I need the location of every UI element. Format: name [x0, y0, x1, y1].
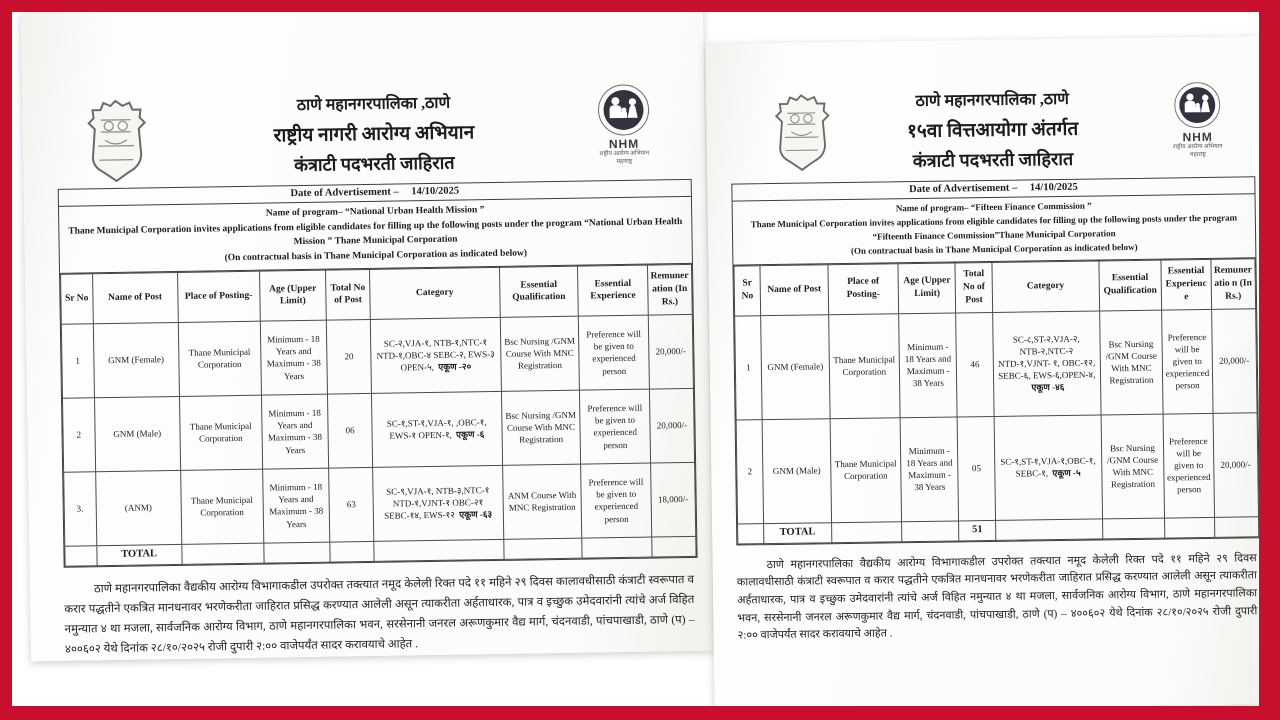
- scheme-title: १५वा वित्तआयोगा अंतर्गत: [906, 118, 1079, 143]
- posts-table-right: [733, 258, 1259, 544]
- cell-experience: Preference will be given to experienced person: [1162, 309, 1213, 414]
- nhm-family-icon: [584, 83, 663, 136]
- col-remuneration: Remuneratio n (In Rs.): [1211, 259, 1256, 310]
- org-title: ठाणे महानगरपालिका ,ठाणे: [915, 90, 1069, 111]
- table-header-row: [734, 259, 1256, 316]
- program-desc: Thane Municipal Corporation invites applications from eligible candidates for filling up the following posts under the program “National Urban Health Mission ” Thane Municipal Corporation: [68, 216, 683, 248]
- cell-post: GNM (Male): [94, 396, 180, 471]
- cell-experience: Preference will be given to experienced person: [1163, 413, 1214, 518]
- cell-sr: 1: [61, 324, 94, 398]
- cell-category: [370, 317, 501, 393]
- cell-age: Minimum - 18 Years and Maximum - 38 Years: [261, 394, 328, 469]
- cell-sr: 3.: [64, 472, 97, 546]
- table-row: [64, 462, 696, 546]
- col-category: Category: [370, 267, 500, 319]
- date-value: 14/10/2025: [411, 185, 460, 198]
- category-total: एकूण -२०: [438, 361, 472, 373]
- cell-place: Thane Municipal Corporation: [179, 395, 262, 470]
- cell-sr: 1: [735, 315, 762, 419]
- cell-category: [372, 391, 503, 467]
- total-value: 51: [959, 520, 996, 541]
- nhm-logo: [1158, 81, 1237, 160]
- nhm-subtitle-line2: महाराष्ट्र: [1189, 151, 1206, 158]
- cell-age: Minimum - 18 Years and Maximum - 38 Years: [899, 313, 958, 418]
- category-breakup: SC-१,ST-१,VJA-१,OBC-१, SEBC-१,: [1000, 455, 1096, 479]
- col-remuneration: Remuner ation (In Rs.): [647, 264, 692, 315]
- cell-experience: Preference will be given to experienced person: [580, 389, 651, 464]
- table-row: [735, 309, 1257, 420]
- program-desc: Thane Municipal Corporation invites applications from eligible candidates for filling up the following posts under the program “Fifteenth Finance Commission”Thane Municipal Corporation: [750, 212, 1238, 242]
- doc-right-header: [730, 84, 1255, 175]
- col-sr: Sr No: [734, 265, 761, 315]
- table-row: [736, 413, 1258, 524]
- nhm-subtitle-line1: राष्ट्रीय आरोग्य अभियान: [1173, 143, 1223, 151]
- cell-post: GNM (Male): [762, 418, 831, 523]
- doc-left-box: [58, 179, 698, 568]
- nhm-family-icon: [1162, 81, 1233, 130]
- cell-age: Minimum - 18 Years and Maximum - 38 Years: [900, 417, 959, 522]
- nhm-label: NHM: [1182, 129, 1213, 145]
- cell-total: 06: [327, 393, 372, 468]
- category-breakup: SC-९,VJA-१, NTB-३,NTC-१ NTD-१,VJNT-१ OBC-२१ SEBC-१४, EWS-१२: [384, 485, 490, 522]
- cell-remuneration: 18,000/-: [650, 462, 695, 537]
- cell-category: [373, 465, 504, 541]
- cell-category: [994, 415, 1102, 520]
- cell-total: 63: [329, 467, 374, 542]
- table-row: [61, 314, 693, 398]
- cell-qualification: Bsc Nursing /GNM Course With MNC Registration: [501, 390, 581, 465]
- category-total: एकूण -६३: [459, 509, 493, 521]
- cell-total: 05: [957, 416, 995, 520]
- cell-age: Minimum - 18 Years and Maximum - 38 Years: [262, 468, 329, 543]
- program-basis: (On contractual basis in Thane Municipal Corporation as indicated below): [850, 241, 1138, 256]
- col-age: Age (Upper Limit): [898, 263, 956, 314]
- org-title: ठाणे महानगरपालिका ,ठाणे: [296, 94, 451, 115]
- col-qualification: Essential Qualification: [1099, 260, 1162, 311]
- document-left-nuhm: [21, 3, 713, 662]
- program-basis: (On contractual basis in Thane Municipal Corporation as indicated below): [224, 248, 528, 264]
- document-right-finance: [705, 36, 1274, 712]
- cell-sr: 2: [63, 398, 96, 472]
- col-sr: Sr No: [61, 274, 93, 324]
- doc-right-titles: [906, 87, 1078, 173]
- date-value: 14/10/2025: [1029, 181, 1078, 194]
- col-total: Total No of Post: [955, 262, 992, 313]
- col-age: Age (Upper Limit): [259, 270, 326, 321]
- cell-qualification: ANM Course With MNC Registration: [502, 464, 582, 539]
- cell-qualification: Bsc Nursing /GNM Course With MNC Registration: [1099, 310, 1163, 415]
- total-value: [330, 541, 374, 562]
- footer-note: ठाणे महानगरपालिका वैद्यकीय आरोग्य विभागाकडील उपरोक्त तक्त्यात नमूद केलेली रिक्त पदे ११ महिने २९ दिवस कालावधीसाठी कंत्राटी स्वरूपात व करार पद्धतीने एकत्रित मानधनावर भरणेकरीता जाहिरात प्रसिद्ध करण्यात आलेली असून त्याकरीता अर्हताधारक, पात्र व इच्छुक उमेदवारांनी त्यांचे अर्ज विहित नमुन्यात ४ था मजला, सार्वजनिक आरोग्य विभाग, ठाणे महानगरपालिका भवन, सरसेनानी जनरल अरूणकुमार वैद्य मार्ग, चंदनवाडी, पांचपाखाडी, ठाणे (प) – ४००६०२ येथे दिनांक २८/१०/२०२५ रोजी दुपारी २:०० वाजेपर्यंत सादर करावयाचे आहेत .: [64, 573, 695, 657]
- col-post: Name of Post: [760, 265, 828, 316]
- table-row: [63, 388, 695, 472]
- nhm-logo: [584, 83, 663, 166]
- cell-post: GNM (Female): [761, 315, 830, 420]
- cell-sr: 2: [736, 419, 763, 523]
- program-block: [59, 197, 692, 274]
- col-experience: Essential Experience: [1161, 259, 1211, 310]
- cell-post: GNM (Female): [93, 322, 179, 397]
- category-total: एकूण -५: [1052, 467, 1081, 479]
- cell-total: 20: [326, 319, 371, 394]
- nhm-subtitle-line2: महाराष्ट्र: [616, 158, 633, 165]
- category-breakup: SC-१,ST-१,VJA-१, ,OBC-१, EWS-१ OPEN-१,: [386, 417, 487, 442]
- scheme-title: राष्ट्रीय नागरी आरोग्य अभियान: [273, 122, 475, 147]
- col-experience: Essential Experience: [578, 265, 648, 316]
- advert-title: कंत्राटी पदभरती जाहिरात: [912, 148, 1074, 172]
- nhm-label: NHM: [608, 136, 640, 152]
- total-label: TOTAL: [96, 544, 181, 565]
- cell-age: Minimum - 18 Years and Maximum - 38 Years: [260, 320, 327, 395]
- cell-place: Thane Municipal Corporation: [178, 321, 261, 396]
- program-name: Name of program– “National Urban Health Mission ”: [265, 205, 485, 219]
- cell-qualification: Bsc Nursing /GNM Course With MNC Registration: [1101, 414, 1165, 519]
- date-label: Date of Advertisement –: [909, 182, 1018, 196]
- date-label: Date of Advertisement –: [290, 186, 399, 200]
- category-breakup: SC-२,VJA-१, NTB-१,NTC-१ NTD-१,OBC-४ SEBC-२, EWS-३ OPEN-५,: [376, 337, 495, 373]
- total-empty: [65, 546, 97, 566]
- doc-left-titles: [273, 90, 475, 177]
- footer-note: ठाणे महानगरपालिका वैद्यकीय आरोग्य विभागाकडील उपरोक्त तक्त्यात नमूद केलेली रिक्त पदे ११ महिने २९ दिवस कालावधीसाठी कंत्राटी स्वरूपात व करार पद्धतीने एकत्रित मानधनावर भरणेकरीता जाहिरात प्रसिद्ध करण्यात आलेली असून त्याकरीता अर्हताधारक, पात्र व इच्छुक उमेदवारांनी त्यांचे अर्ज विहित नमुन्यात ४ था मजला, सार्वजनिक आरोग्य विभाग, ठाणे महानगरपालिका भवन, सरसेनानी जनरल अरूणकुमार वैद्य मार्ग, चंदनवाडी, पांचपाखाडी, ठाणे (प) – ४००६०२ येथे दिनांक २८/१०/२०२५ रोजी दुपारी २:०० वाजेपर्यंत सादर करावयाचे आहेत .: [736, 552, 1258, 642]
- category-total: एकूण -४६: [1031, 382, 1065, 393]
- cell-place: Thane Municipal Corporation: [828, 314, 900, 419]
- advert-title: कंत्राटी पदभरती जाहिरात: [294, 152, 455, 176]
- col-qualification: Essential Qualification: [499, 266, 579, 317]
- cell-experience: Preference will be given to experienced person: [579, 315, 650, 390]
- cell-total: 46: [956, 312, 994, 416]
- category-breakup: SC-८,ST-२,VJA-२, NTB-२,NTC-२ NTD-१,VJNT- १, OBC-१२, SEBC-६, EWS-६,OPEN-४,: [997, 333, 1096, 382]
- category-total: एकूण -६: [456, 429, 485, 440]
- cell-place: Thane Municipal Corporation: [180, 469, 263, 544]
- tmc-emblem-icon: [84, 97, 147, 184]
- col-total: Total No of Post: [326, 269, 371, 320]
- col-place: Place of Posting-: [177, 271, 260, 322]
- cell-remuneration: 20,000/-: [648, 314, 693, 389]
- doc-left-header: [56, 87, 691, 181]
- cell-experience: Preference will be given to experienced person: [581, 463, 652, 538]
- doc-right-box: [731, 176, 1260, 545]
- col-post: Name of Post: [92, 272, 178, 323]
- cell-remuneration: 20,000/-: [1213, 413, 1259, 518]
- posts-table-left: [60, 264, 697, 567]
- cell-post: (ANM): [95, 470, 181, 545]
- program-name: Name of program– “Fifteen Finance Commission ”: [895, 200, 1092, 214]
- total-label: TOTAL: [764, 522, 832, 543]
- cell-qualification: Bsc Nursing /GNM Course With MNC Registration: [500, 316, 580, 391]
- nhm-subtitle-line1: राष्ट्रीय आरोग्य अभियान: [599, 150, 650, 158]
- cell-place: Thane Municipal Corporation: [830, 418, 902, 523]
- program-block: [733, 194, 1256, 265]
- cell-category: [992, 311, 1100, 416]
- col-category: Category: [992, 261, 1099, 312]
- cell-remuneration: 20,000/-: [649, 388, 694, 463]
- cell-remuneration: 20,000/-: [1211, 309, 1257, 414]
- col-place: Place of Posting-: [828, 264, 899, 315]
- tmc-emblem-icon: [772, 92, 835, 179]
